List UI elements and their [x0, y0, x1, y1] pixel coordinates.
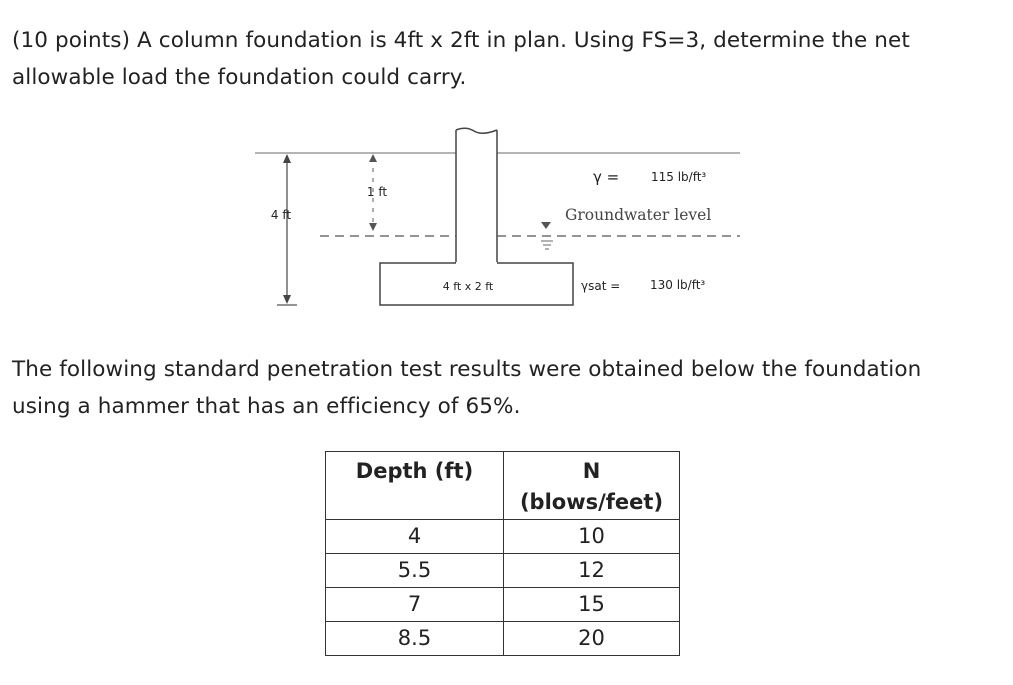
gamma-symbol: γ = [593, 168, 620, 186]
dim-1ft-arrow-top [369, 154, 377, 162]
n-cell: 15 [504, 588, 680, 622]
spt-results-table [325, 451, 680, 656]
label-4ft: 4 ft [270, 208, 292, 222]
depth-cell: 4 [326, 520, 504, 554]
header-n-line-2: (blows/feet) [519, 490, 664, 514]
n-cell: 12 [504, 554, 680, 588]
column-top-break [456, 128, 497, 133]
spt-intro-line-2: using a hammer that has an efficiency of 65%. [12, 394, 521, 419]
footing-label: 4 ft x 2 ft [442, 280, 494, 293]
table-row [326, 588, 680, 622]
n-cell: 10 [504, 520, 680, 554]
groundwater-symbol-icon [541, 222, 551, 229]
table-row [326, 622, 680, 656]
label-1ft: 1 ft [366, 185, 388, 199]
depth-cell: 7 [326, 588, 504, 622]
groundwater-label: Groundwater level [565, 206, 712, 224]
dim-4ft-arrow-top [283, 154, 291, 163]
header-n-line-1: N [582, 459, 601, 483]
table-row [326, 520, 680, 554]
table-header-row [326, 452, 680, 520]
table-row [326, 554, 680, 588]
depth-cell: 5.5 [326, 554, 504, 588]
header-depth: Depth (ft) [326, 452, 504, 520]
question-line-1: (10 points) A column foundation is 4ft x 2ft in plan. Using FS=3, determine the net [12, 28, 910, 53]
gamma-value: 115 lb/ft³ [651, 170, 707, 184]
spt-intro-line-1: The following standard penetration test results were obtained below the foundation [12, 357, 922, 382]
spt-intro-text [12, 351, 1002, 425]
question-line-2: allowable load the foundation could carry. [12, 65, 467, 90]
dim-4ft-arrow-bottom [283, 295, 291, 304]
dim-1ft-arrow-bottom [369, 223, 377, 231]
depth-cell: 8.5 [326, 622, 504, 656]
gamma-sat-value: 130 lb/ft³ [650, 278, 706, 292]
header-n [504, 452, 680, 520]
gamma-sat-symbol: γsat = [581, 279, 621, 293]
foundation-diagram [0, 0, 1013, 330]
n-cell: 20 [504, 622, 680, 656]
